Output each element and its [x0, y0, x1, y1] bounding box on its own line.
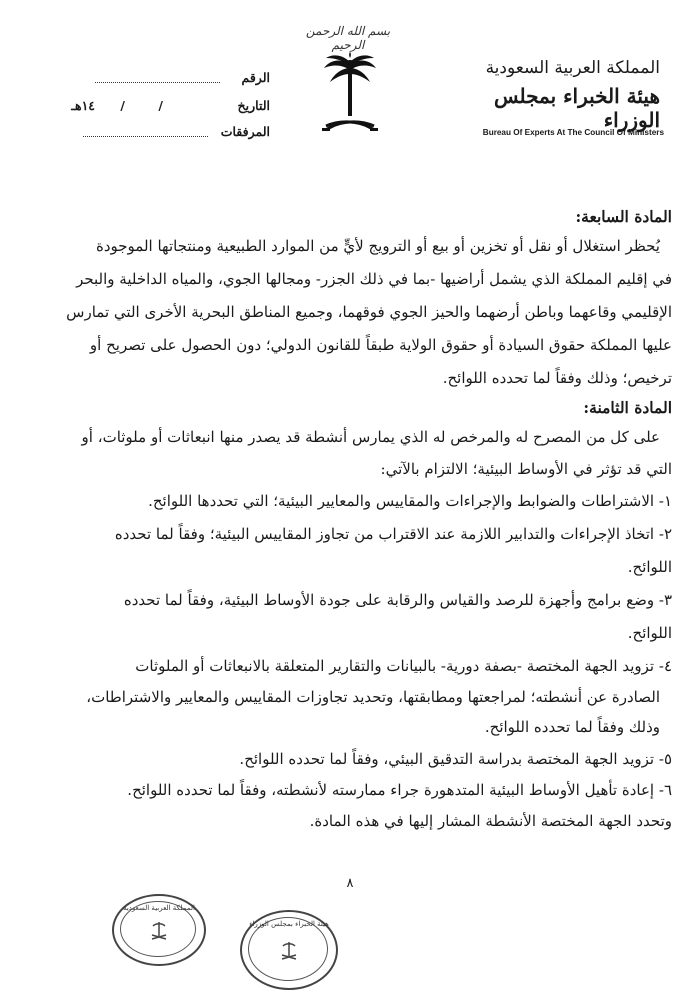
article8-item-cont: اللوائح. — [627, 558, 672, 576]
date-slash: / — [158, 98, 163, 113]
stamp-right-text: هيئة الخبراء بمجلس الوزراء — [249, 920, 329, 928]
article7-line: الإقليمي وقاعهما وباطن أرضهما والحيز الجوي فوقهما، وجميع المناطق البحرية الأخرى التي تمارس — [66, 303, 672, 321]
article8-item-cont: الصادرة عن أنشطته؛ لمراجعتها ومطابقتها، وتحديد تجاوزات المقاييس والمعايير والاشتراطات، — [86, 688, 660, 706]
article8-intro-line: على كل من المصرح له والمرخص له الذي يمارس أنشطة قد يصدر منها انبعاثات أو ملوثات، أو — [81, 428, 660, 446]
date-value: ١٤هـ — [71, 98, 95, 113]
number-label: الرقم — [241, 70, 270, 85]
attachments-label: المرفقات — [220, 124, 270, 139]
stamp-emblem-icon — [279, 938, 299, 964]
article8-item: ١- الاشتراطات والضوابط والإجراءات والمقاييس والمعايير البيئية؛ التي تحددها اللوائح. — [148, 492, 672, 510]
date-slash: / — [120, 98, 125, 113]
article8-item: ٣- وضع برامج وأجهزة للرصد والقياس والرقابة على جودة الأوساط البيئية، وفقاً لما تحدده — [123, 591, 672, 609]
stamp-emblem-icon — [149, 918, 169, 944]
article7-heading: المادة السابعة: — [575, 207, 672, 226]
org-name-ar-line2: هيئة الخبراء بمجلس الوزراء — [493, 84, 660, 132]
official-stamp-right — [240, 910, 338, 990]
page-number: ٨ — [346, 876, 354, 891]
meta-number — [40, 70, 270, 90]
date-label: التاريخ — [237, 98, 270, 113]
article8-item-cont: وذلك وفقاً لما تحدده اللوائح. — [484, 718, 660, 736]
palm-and-crossed-swords-emblem — [320, 52, 380, 140]
official-stamp-left — [112, 894, 206, 966]
article8-intro-line: التي قد تؤثر في الأوساط البيئية؛ الالتزام بالآتي: — [380, 460, 672, 478]
attachments-line — [83, 136, 208, 137]
article8-item-cont: اللوائح. — [627, 624, 672, 642]
article8-item: ٦- إعادة تأهيل الأوساط البيئية المتدهورة جراء ممارسته لأنشطته، وفقاً لما تحدده اللوائح. — [127, 781, 672, 799]
article7-line: يُحظر استغلال أو نقل أو تخزين أو بيع أو الترويج لأيٍّ من الموارد الطبيعية ومنتجاتها الموجودة — [96, 237, 660, 255]
article8-item: ٤- تزويد الجهة المختصة -بصفة دورية- بالبيانات والتقارير المتعلقة بالانبعاثات أو الملوثات — [135, 657, 672, 675]
meta-attachments — [40, 124, 270, 144]
article7-line: في إقليم المملكة الذي يشمل أراضيها -بما في ذلك الجزر- ومجالها الجوي، والمياه الداخلية والبحر — [76, 270, 672, 288]
article8-item: ٥- تزويد الجهة المختصة بدراسة التدقيق البيئي، وفقاً لما تحدده اللوائح. — [239, 750, 672, 768]
number-line — [95, 82, 220, 83]
article7-line: ترخيص؛ وذلك وفقاً لما تحدده اللوائح. — [442, 369, 672, 387]
stamp-left-text: المملكة العربية السعودية — [123, 904, 195, 912]
meta-date — [40, 98, 270, 118]
article7-line: عليها المملكة حقوق السيادة أو حقوق الولاية طبقاً للقانون الدولي؛ دون الحصول على تصريح أو — [89, 336, 672, 354]
org-name-en: Bureau Of Experts At The Council Of Ministers — [482, 128, 664, 137]
article8-item: ٢- اتخاذ الإجراءات والتدابير اللازمة عند الاقتراب من تجاوز المقاييس البيئية؛ وفقاً لما تحدده — [114, 525, 672, 543]
basmala: بسم الله الرحمن الرحيم — [305, 24, 391, 52]
article8-heading: المادة الثامنة: — [583, 398, 672, 417]
article8-closing: وتحدد الجهة المختصة الأنشطة المشار إليها في هذه المادة. — [309, 812, 672, 830]
org-name-ar-line1: المملكة العربية السعودية — [485, 58, 660, 78]
